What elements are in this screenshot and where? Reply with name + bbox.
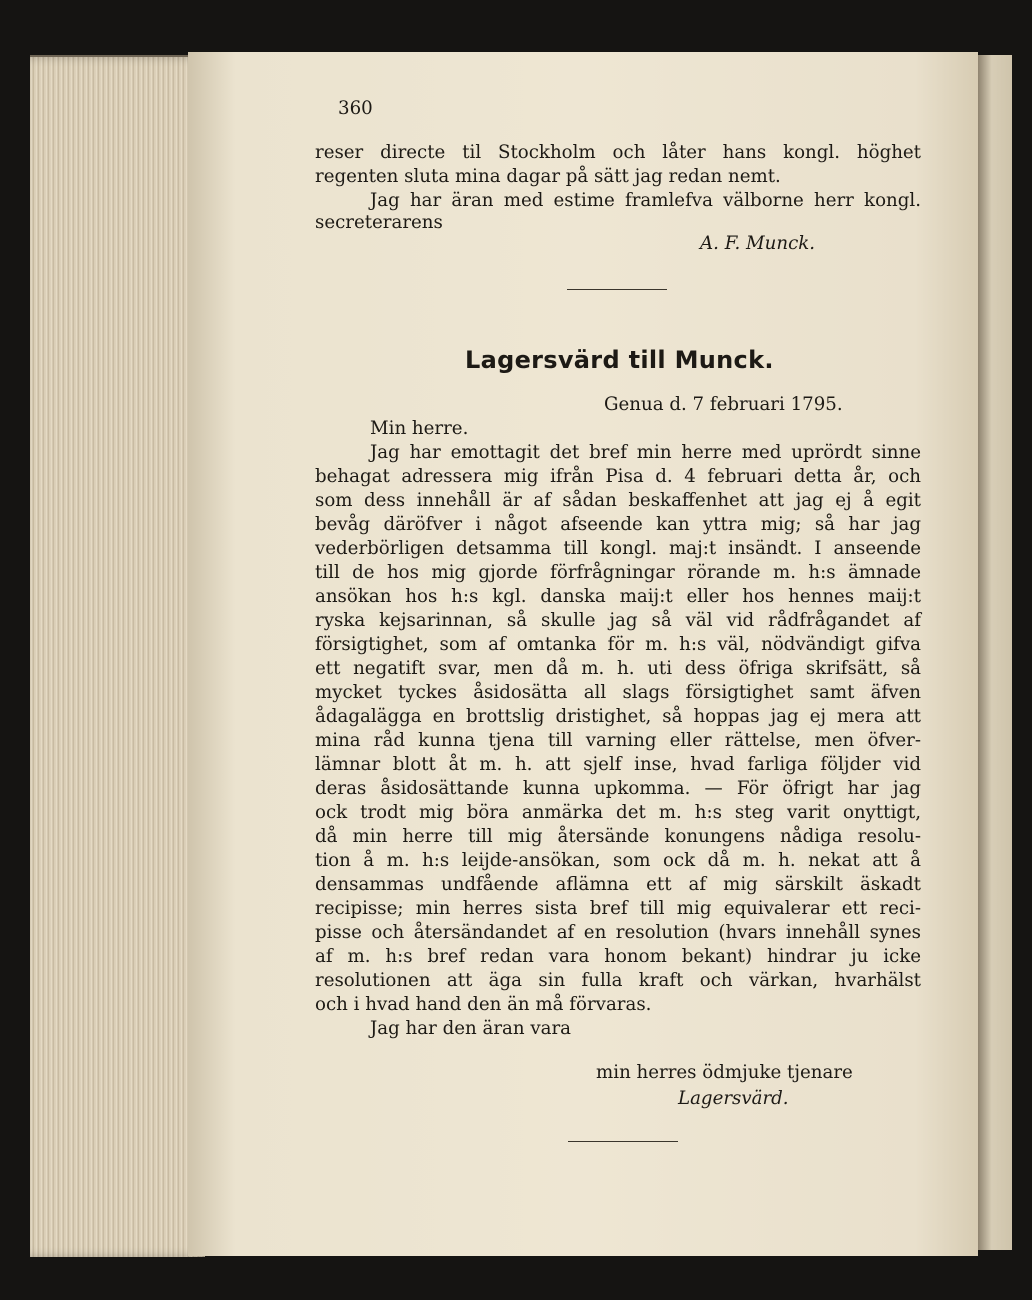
body-line: som dess innehåll är af sådan beskaffenhet att jag ej å egit (315, 490, 921, 511)
body-line: behagat adressera mig ifrån Pisa d. 4 februari detta år, och (315, 466, 921, 487)
body-line: af m. h:s bref redan vara honom bekant) hindrar ju icke (315, 946, 921, 967)
letter-heading: Lagersvärd till Munck. (465, 346, 774, 374)
body-line: då min herre till mig återsände konungens nådiga resolu- (315, 826, 921, 847)
text-line: reser directe til Stockholm och låter hans kongl. höghet (315, 142, 921, 163)
letter-signature: Lagersvärd. (678, 1088, 789, 1109)
body-line: resolutionen att äga sin fulla kraft och värkan, hvarhälst (315, 970, 921, 991)
end-rule (568, 1141, 678, 1142)
text-line: secreterarens (315, 212, 443, 233)
body-line: ryska kejsarinnan, så skulle jag så väl vid rådfrågandet af (315, 610, 921, 631)
body-line: ett negatift svar, men då m. h. uti dess öfriga skrifsätt, så (315, 658, 921, 679)
body-line: lämnar blott åt m. h. att sjelf inse, hvad farliga följder vid (315, 754, 921, 775)
body-line: ock trodt mig böra anmärka det m. h:s steg varit onyttigt, (315, 802, 921, 823)
body-line: vederbörligen detsamma till kongl. maj:t insändt. I anseende (315, 538, 921, 559)
text-line: Jag har äran med estime framlefva välborne herr kongl. (370, 190, 921, 211)
facing-page-edge (978, 55, 1012, 1250)
valediction: min herres ödmjuke tjenare (596, 1062, 853, 1083)
salutation: Min herre. (370, 418, 469, 439)
body-line: tion å m. h:s leijde-ansökan, som ock då m. h. nekat att å (315, 850, 921, 871)
body-line: försigtighet, som af omtanka för m. h:s väl, nödvändigt gifva (315, 634, 921, 655)
body-line: till de hos mig gjorde förfrågningar rörande m. h:s ämnade (315, 562, 921, 583)
body-line: ansökan hos h:s kgl. danska maij:t eller hos hennes maij:t (315, 586, 921, 607)
closing-line: Jag har den äran vara (370, 1018, 572, 1039)
body-line: densammas undfående aflämna ett af mig särskilt äskadt (315, 874, 921, 895)
separator-rule (567, 289, 667, 290)
body-line: deras åsidosättande kunna upkomma. — För öfrigt har jag (315, 778, 921, 799)
previous-signature: A. F. Munck. (700, 233, 816, 254)
page-number: 360 (338, 98, 373, 119)
body-line: recipisse; min herres sista bref till mig equivalerar ett reci- (315, 898, 921, 919)
body-line: ådagalägga en brottslig dristighet, så hoppas jag ej mera att (315, 706, 921, 727)
book-page-edges (30, 55, 205, 1257)
body-line: och i hvad hand den än må förvaras. (315, 994, 652, 1015)
body-line: mycket tyckes åsidosätta all slags försigtighet samt äfven (315, 682, 921, 703)
body-line: mina råd kunna tjena till varning eller rättelse, men öfver- (315, 730, 921, 751)
body-line: bevåg däröfver i något afseende kan yttra mig; så har jag (315, 514, 921, 535)
text-line: regenten sluta mina dagar på sätt jag redan nemt. (315, 166, 781, 187)
body-line: pisse och återsändandet af en resolution (hvars innehåll synes (315, 922, 921, 943)
dateline: Genua d. 7 februari 1795. (604, 394, 843, 415)
body-line: Jag har emottagit det bref min herre med uprördt sinne (370, 442, 921, 463)
